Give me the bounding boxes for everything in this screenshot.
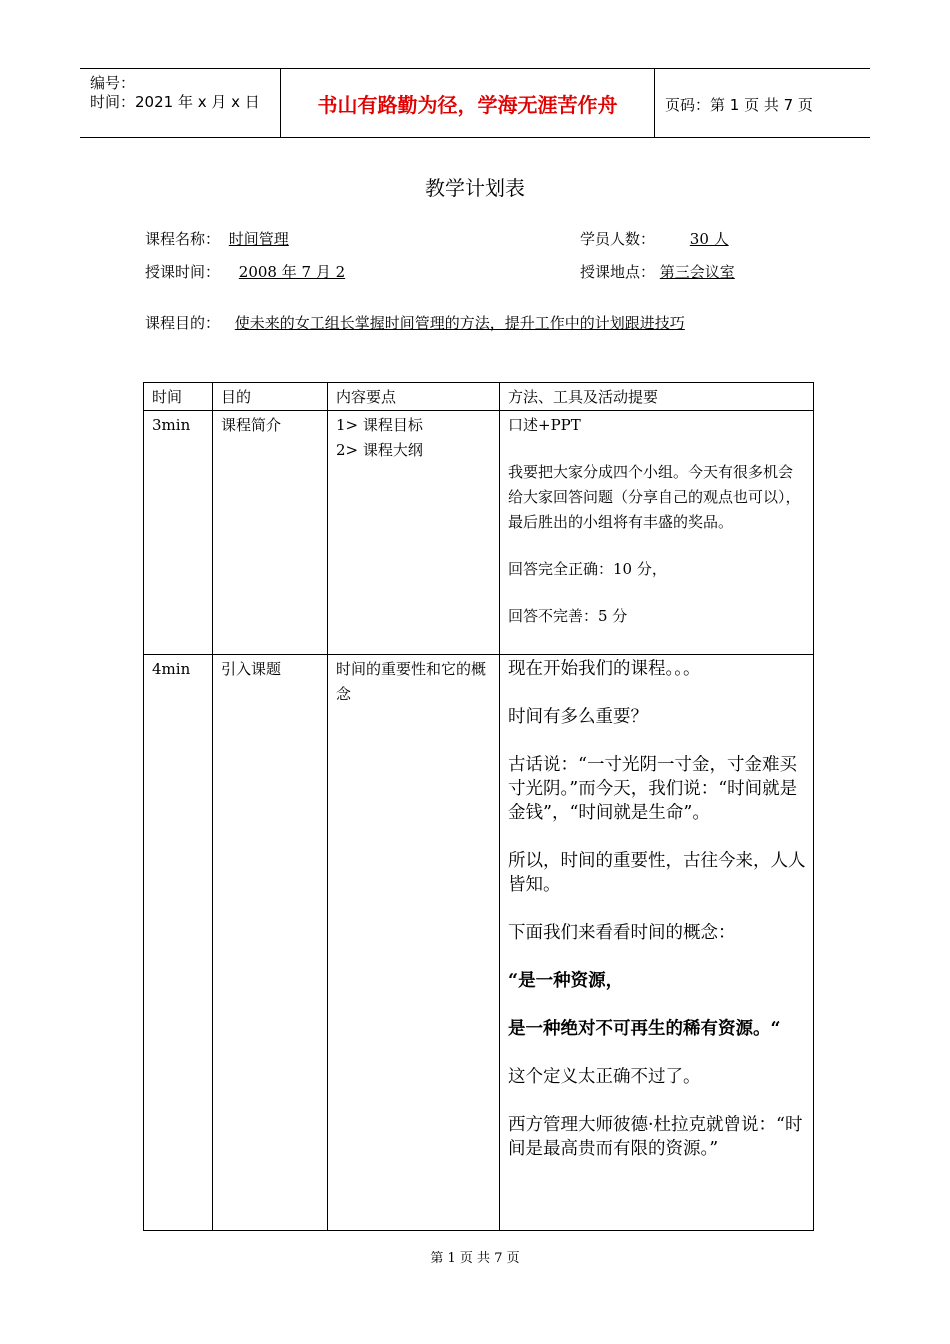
date-field (145, 261, 345, 282)
time-cell: 4min (144, 655, 213, 1231)
column-header: 时间 (144, 383, 213, 411)
purpose-label: 课程目的： (145, 314, 221, 332)
place-field (580, 261, 735, 282)
page-title: 教学计划表 (425, 176, 525, 200)
date-label: 时间：2021 年 x 月 x 日 (90, 93, 260, 111)
date-value: 2008 年 7 月 2 (238, 263, 346, 281)
course-name-label: 课程名称： (145, 230, 221, 248)
method-line: 古话说：“一寸光阴一寸金，寸金难买寸光阴。”而今天，我们说：“时间就是金钱”，“时间就是生命”。 (508, 755, 798, 823)
list-item: 时间的重要性和它的概念 (336, 660, 487, 703)
method-line: 西方管理大师彼德·杜拉克就曾说：“时间是最高贵而有限的资源。” (508, 1115, 803, 1159)
plan-table (143, 382, 814, 1231)
method-line: 口述+PPT (508, 416, 581, 434)
method-line: 所以，时间的重要性，古往今来，人人皆知。 (508, 851, 806, 895)
date-label: 授课时间： (145, 263, 221, 281)
page-footer: 第 1 页 共 7 页 (430, 1251, 520, 1266)
motto: 书山有路勤为径，学海无涯苦作舟 (317, 92, 618, 117)
table-row (144, 655, 814, 1231)
students-value: 30 人 (689, 230, 729, 248)
method-line: 回答不完善：5 分 (508, 607, 628, 625)
method-line: 下面我们来看看时间的概念： (508, 923, 736, 943)
page-code: 页码：第 1 页 共 7 页 (665, 96, 813, 114)
method-cell (500, 411, 814, 655)
column-header: 目的 (213, 383, 328, 411)
list-item: 1> 课程目标 (336, 416, 423, 434)
table-row (144, 411, 814, 655)
method-line: 我要把大家分成四个小组。今天有很多机会给大家回答问题（分享自己的观点也可以），最后胜出的小组将有丰盛的奖品。 (508, 463, 801, 531)
serial-label: 编号： (90, 74, 136, 92)
method-line: 时间有多么重要？ (508, 707, 648, 727)
method-cell (500, 655, 814, 1231)
document-header (80, 68, 870, 138)
column-header: 方法、工具及活动提要 (500, 383, 814, 411)
points-cell (328, 411, 500, 655)
goal-cell: 引入课题 (213, 655, 328, 1231)
purpose-field (145, 312, 707, 333)
method-line: 回答完全正确：10 分， (508, 560, 667, 578)
goal-cell: 课程简介 (213, 411, 328, 655)
method-line: 现在开始我们的课程。。。 (508, 659, 701, 679)
time-cell: 3min (144, 411, 213, 655)
header-divider (654, 69, 655, 137)
method-line: 这个定义太正确不过了。 (508, 1067, 701, 1087)
course-name-field (145, 228, 289, 249)
place-label: 授课地点： (580, 263, 656, 281)
students-field (580, 228, 729, 249)
purpose-value: 使未来的女工组长掌握时间管理的方法，提升工作中的计划跟进技巧 (234, 314, 685, 332)
place-value: 第三会议室 (659, 263, 735, 281)
points-cell (328, 655, 500, 1231)
list-item: 2> 课程大纲 (336, 441, 423, 459)
table-header-row (144, 383, 814, 411)
students-label: 学员人数： (580, 230, 656, 248)
column-header: 内容要点 (328, 383, 500, 411)
method-line: 是一种绝对不可再生的稀有资源。“ (508, 1019, 781, 1039)
course-name-value: 时间管理 (228, 230, 289, 248)
method-line: “是一种资源， (508, 971, 624, 991)
